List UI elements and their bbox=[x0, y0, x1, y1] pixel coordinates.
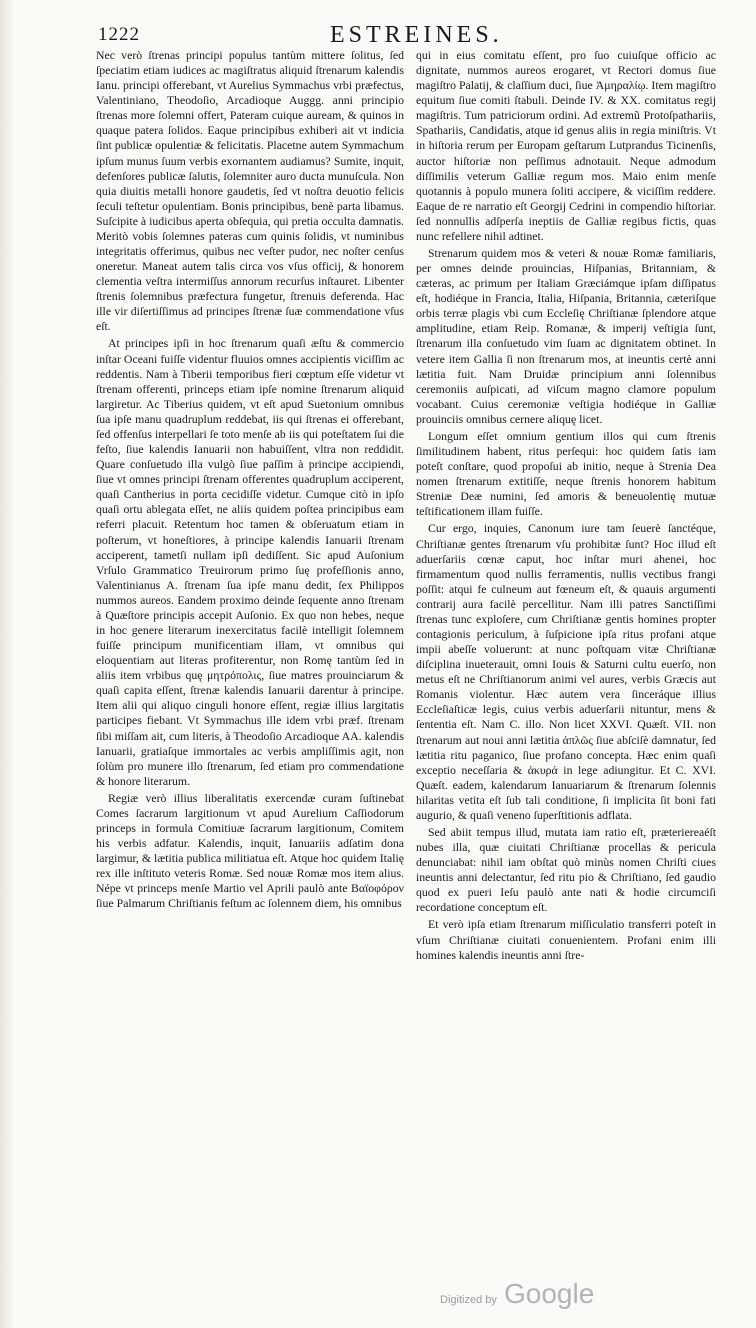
paragraph: Sed abiit tempus illud, mutata iam ratio eſt, præteriereaéſt nubes illa, quæ ciuitati Chriſtianæ procellas & pericula denunciabat: nihil iam obſtat quò minùs nomen Chriſti ciues ineuntis anni delectantur, ſed ritu pio & Chriſtiano, ſed gaudio quod ex pueri Ieſu paulò ante nati & hodie circumciſi recordatione conceptum eſt. bbox=[416, 824, 716, 915]
page-number: 1222 bbox=[98, 24, 140, 45]
left-column bbox=[96, 48, 404, 1143]
watermark-prefix: Digitized by bbox=[440, 1294, 497, 1306]
paragraph: At principes ipſi in hoc ſtrenarum quaſi æſtu & commercio inſtar Oceani fuiſſe videntur fluuios omnes accipientis viciſſim ac reddentis. Nam à Tiberii temporibus fieri cœptum eſſe videtur vt ſtrenam offerenti, princeps etiam ipſe nomine ſtrenarum aliquid largiretur. Ac Tiberius quidem, vt eſt apud Suetonium omnibus ſua ipſe manu quadruplum reddebat, iis qui ſtrenas ei offerebant, ſed offenſus interpellari ſe toto menſe ab iis qui poteſtatem ſui die feſto, ſiue kalendis Ianuarii non habuiſſent, vltra non reddidit. Quare conſuetudo illa vulgò ſiue paſſim à principe accipiendi, ſiue vt omnes principi ſtrenam offerentes quadruplum acciperent, quaſi Cantherius in porta cecidiſſe videtur. Cumque citò in ipſo quaſi ortu ablegata eſſet, ne aliis quidem poſtea principibus eam referri placuit. Retentum hoc tamen & obſeruatum etiam in poſterum, vt honeſtiores, à principe kalendis Ianuarii ſtrenam acciperent, tametſi nullam ipſi dediſſent. Sic apud Auſonium Vrſulo Grammatico Treuirorum primo ſuę profeſſionis anno, Valentinianus A. ſtrenam ſua ipſe manu dedit, ſex Philippos nummos aureos. Eandem proximo deinde ſequente anno ſtrenam à Quæſtore principis accepit Auſonio. Ex quo non hebes, neque in hoc genere literarum inexercitatus facilè intelligit ſolemnem fuiſſe principum munificentiam illam, vt omnibus qui eloquentiam aut literas profiterentur, non Romę tantùm ſed in aliis item vrbibus quę μητρόπολις, ſiue matres prouinciarum & quaſi capita eſſent, ſtrenæ kalendis Ianuarii darentur à principe. Item alii qui aliquo cinguli honore eſſent, regiæ illius largitatis participes fiebant. Vt Symmachus ille idem vrbi præf. ſtrenam ſibi miſſam ait, cum literis, à Theodoſio Arcadioque AA. kalendis Ianuarii, gratiaſque immortales ac verbis ampliſſimis agit, non ſolùm pro munere illo ſtrenarum, ſed etiam pro commendatione & honore literarum. bbox=[96, 336, 404, 788]
digitized-watermark bbox=[440, 1278, 650, 1314]
paragraph: Nec verò ſtrenas principi populus tantùm mittere ſolitus, ſed ſpeciatim etiam iudices ac magiſtratus aliquid ſtrenarum kalendis Ianu. principi offerebant, vt Aurelius Symmachus vrbi præfectus, Valentiniano, Theodoſio, Arcadioque Auggg. anni principio ſtrenas more ſolemni offert, Pateram cuique auream, & quinos in quaque patera ſolidos. Eaque principibus exhiberi ait vt indicia ſint publicæ opulentiæ & felicitatis. Placetne autem Symmachum ipſum munus ſuum verbis exornantem audiamus? Sumite, inquit, defenſores publicæ ſalutis, ſolemniter auro ducta munuſcula. Non quia diuitis metalli honore gaudetis, ſed vt noſtra deuotio felicis ſeculi teſtetur opulentiam. Bonis principibus, benè parta libamus. Suſcipite à iudicibus aperta obſequia, qui pretia occulta damnatis. Meritò vobis ſolemnes pateras cum quinis ſolidis, vt numinibus integritatis offerimus, quibus nec veſter pudor, nec noſter cenſus oneretur. Maneat autem talis circa vos vſus officij, & honorem clementia veſtra intermiſſus annorum recurſus inſtauret. Libenter ſtrenis ſolemnibus præfectura fungetur, ſtrenuis deferenda. Hac ille vir diſertiſſimus ad principes ſtrenæ ſuæ commendatione vſus eſt. bbox=[96, 48, 404, 334]
paragraph: Et verò ipſa etiam ſtrenarum miſſiculatio transferri poteſt in vſum Chriſtianæ ciuitati conuenientem. Profani enim illi homines kalendis ineuntis anni ſtre- bbox=[416, 917, 716, 962]
paragraph: qui in eius comitatu eſſent, pro ſuo cuiuſque officio ac dignitate, nummos aureos erogaret, vt Rectori domus ſiue magiſtro Palatij, & claſſium duci, ſiue Ἀμηραλίῳ. Item magiſtro equitum ſiue comiti ſtabuli. Deinde IV. & XX. comitatus regij magiſtris. Tum patriciorum ordini. Ad extremũ Protoſpathariis, Spathariis, Candidatis, atque id genus aliis in regia miniſtris. Vt in hiſtoria rerum per Europam geſtarum Lutprandus Ticinenſis, auctor hiſtoriæ non peſſimus adnotauit. Neque admodum diſſimilis veterum Galliæ regum mos. Maio enim menſe quotannis à populo munera ſoliti accipere, & viciſſim reddere. Eaque de re narratio eſt Georgij Cedrini in compendio hiſtoriar. ſed nonnullis adſperſa ineptiis de Galliæ regibus fictis, quas nunc refellere nihil adtinet. bbox=[416, 48, 716, 243]
paragraph: Regiæ verò illius liberalitatis exercendæ curam ſuſtinebat Comes ſacrarum largitionum vt apud Aurelium Caſſiodorum princeps in formula Comitiuæ ſacrarum largitionum, Comitem his verbis adfatur. Kalendis, inquit, Ianuariis adſatim dona largimur, & lætitia publica militiatua eſt. Atque hoc quidem Italię rex ille inſtituto veteris Romæ. Sed nouæ Romæ mos item alius. Népe vt princeps menſe Martio vel Aprili paulò ante Βαϊοφόρον ſiue Palmarum Chriſtianis feſtum ac ſolennem diem, his omnibus bbox=[96, 790, 404, 911]
page-gutter-shadow bbox=[0, 0, 14, 1328]
running-head: ESTREINES. bbox=[330, 22, 503, 48]
paragraph: Strenarum quidem mos & veteri & nouæ Romæ familiaris, per omnes deinde prouincias, Hiſpanias, Britanniam, & cæteras, ac primum per Italiam Græciámque ipſam diſſipatus eſt, hodiéque in Francia, Italia, Hiſpania, Britannia, cæteriſque orbis terræ plagis vbi cum Eccleſię Chriſtianæ ſplendore atque amplitudine, etiam Reip. Romanæ, & imperij veſtigia ſunt, ſtrenarum illa conſuetudo vim ſuam ac dignitatem obtinet. In vetere item Gallia ſi non ſtrenarum mos, at ineuntis certè anni lætitia fuit. Nam Druidæ principium anni ſolennibus ceremoniis auſpicati, ad viſcum magno clamore populum vocabant. Cuius ceremoniæ veſtigia hodiéque in Galliæ prouinciis omnibus cernere aliquę licet. bbox=[416, 246, 716, 426]
paragraph: Longum eſſet omnium gentium illos qui cum ſtrenis ſimilitudinem habent, ritus perſequi: hoc quidem ſatis iam poteſt conſtare, quod propoſui ab initio, neque à Strenia Dea nomen ſtrenarum extitiſſe, neque ſtrenis honorem habitum Streniæ Deæ numini, ſed amoris & beneuolentię mutuæ teſtificationem illam fuiſſe. bbox=[416, 428, 716, 519]
paragraph: Cur ergo, inquies, Canonum iure tam ſeuerè ſanctéque, Chriſtianæ gentes ſtrenarum vſu prohibitæ ſunt? Hoc illud eſt aduerſariis cœnæ caput, hoc inſtar muri ahenei, hoc firmamentum quod nullis ferramentis, nullis vectibus frangi poſſit: atqui fe culneum aut fœneum eſt, & quauis argumenti contrarij aura facilè percellitur. Nam illi patres Sanctiſſimi ſtrenas tunc exploſere, cum Chriſtianæ gentis homines propter contagionis periculum, à ſuſpicione ipſa ritus profani atque impii abeſſe voluerunt: at nunc poſtquam vitæ Chriſtianæ diſciplina inueterauit, omni Iouis & Saturni cultu euerſo, non metus eſt ne Chriſtianorum animi vel aures, verbis Græcis aut Romanis violentur. Hæc autem vera ſinceráque illius Eccleſiaſticæ legis, cuius verbis aduerſarii nituntur, mens & ſententia eſt. Nam C. illo. Non licet XXVI. Quæſt. VII. non ſtrenarum aut noui anni lætitia ἀπλῶς ſiue abſciſè damnatur, ſed lætitia ritu paganico, ſiue profano concepta. Hæc enim quaſi exceptio neceſſaria & ἀκυρά in lege adiungitur. Et C. XVI. Quæſt. eadem, kalendarum Ianuariarum & ſtrenarum ſolennis hilaritas vetita eſt ſub tali conditione, ſi implicita ſit boni fati augurio, & quaſi veneno ſuperſtitionis adflata. bbox=[416, 521, 716, 822]
google-logo: Google bbox=[504, 1278, 595, 1309]
right-column bbox=[416, 48, 716, 1143]
